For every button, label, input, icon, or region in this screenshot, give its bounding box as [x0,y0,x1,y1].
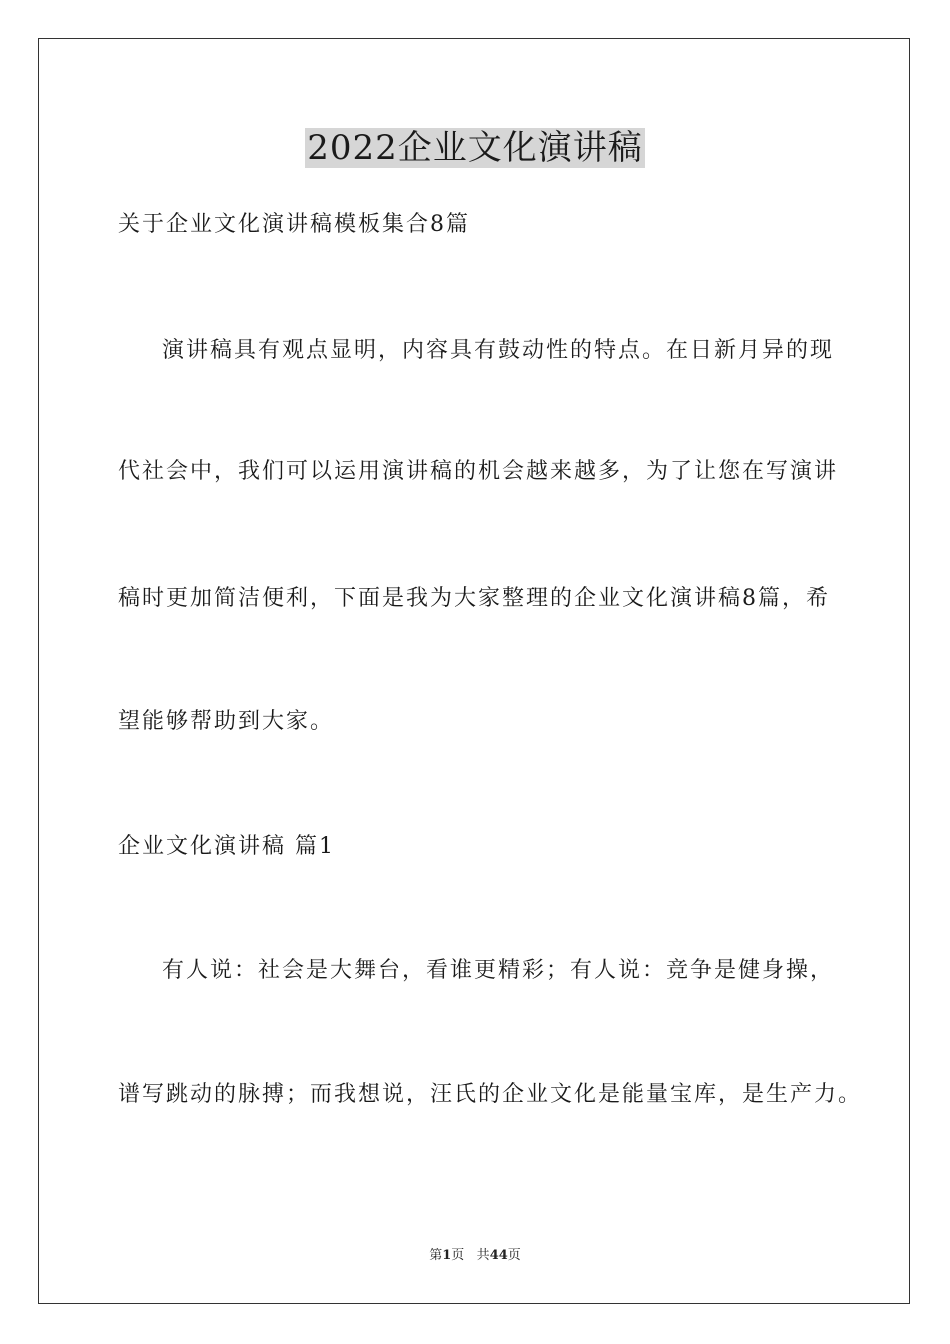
document-title [0,126,950,170]
page-footer [0,1247,950,1265]
footer-page-prefix: 第 [429,1248,443,1263]
intro-line-3: 稿时更加简洁便利，下面是我为大家整理的企业文化演讲稿8篇，希 [118,586,830,611]
footer-total-prefix: 共 [476,1248,490,1263]
footer-total-suffix: 页 [507,1248,521,1263]
intro-line-4: 望能够帮助到大家。 [118,709,335,734]
section-line-1: 有人说：社会是大舞台，看谁更精彩；有人说：竞争是健身操， [162,958,835,983]
section-line-2: 谱写跳动的脉搏；而我想说，汪氏的企业文化是能量宝库，是生产力。 [118,1082,863,1107]
document-subtitle: 关于企业文化演讲稿模板集合8篇 [118,212,470,237]
intro-line-2: 代社会中，我们可以运用演讲稿的机会越来越多，为了让您在写演讲 [118,459,839,484]
footer-total-pages: 44 [489,1248,508,1263]
footer-page-suffix: 页 [451,1248,465,1263]
section-heading: 企业文化演讲稿 篇1 [118,834,335,859]
document-title-text: 2022企业文化演讲稿 [307,128,643,168]
intro-line-1: 演讲稿具有观点显明，内容具有鼓动性的特点。在日新月异的现 [162,338,835,363]
footer-page-number: 1 [442,1248,452,1263]
